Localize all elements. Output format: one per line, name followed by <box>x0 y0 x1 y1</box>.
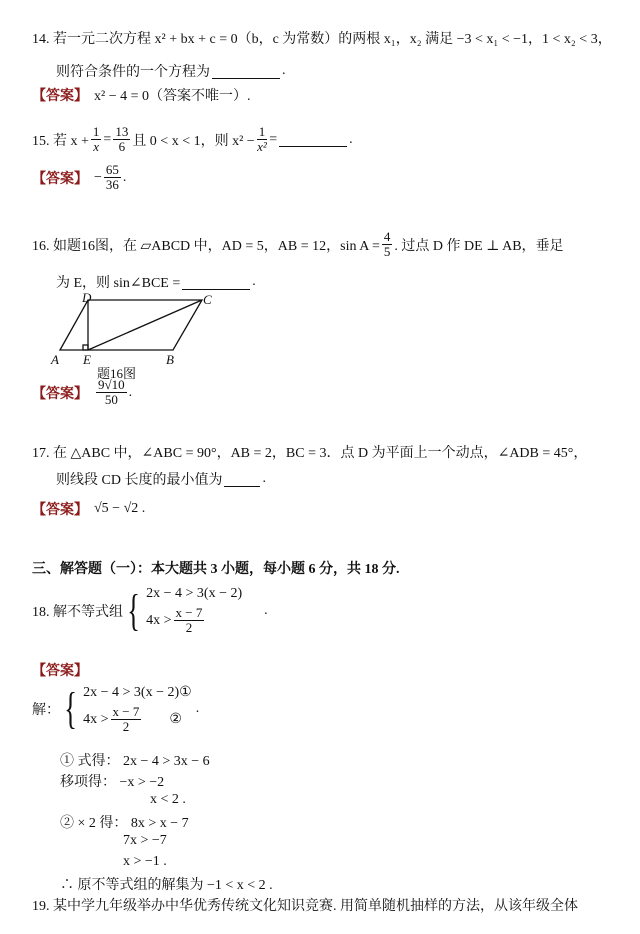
fraction <box>111 705 142 735</box>
q15-line <box>32 125 353 155</box>
lhs: 4x > <box>83 711 109 727</box>
inequality-system <box>83 684 192 735</box>
q16-suffix: . 过点 D 作 DE ⊥ AB，垂足 <box>394 238 564 254</box>
fraction <box>96 378 127 408</box>
q14-text: 则符合条件的一个方程为 <box>56 65 210 80</box>
q17-answer <box>32 499 145 519</box>
label-d: D <box>82 290 92 305</box>
q16-answer <box>32 378 132 408</box>
step: ② × 2 得： 8x > x − 7 <box>60 816 189 831</box>
q14-answer-text: x² − 4 = 0（答案不唯一）. <box>94 89 251 104</box>
q19-line1: 19. 某中学九年级举办中华优秀传统文化知识竞赛. 用简单随机抽样的方法，从该年级全体 <box>32 899 578 914</box>
q14-line1: 14. 若一元二次方程 x² + bx + c = 0（b，c 为常数）的两根 x₁，x₂ 满足 −3 < x₁ < −1，1 < x₂ < 3， <box>32 32 612 47</box>
equals: = <box>103 131 112 147</box>
q16-line1 <box>32 230 564 260</box>
parallelogram-abcd <box>60 300 202 350</box>
answer-blank <box>182 275 250 290</box>
q18-solution-system <box>32 684 199 735</box>
fraction <box>174 606 205 636</box>
numerator: 13 <box>115 124 129 139</box>
q14-line2 <box>56 61 286 81</box>
fraction <box>91 125 102 155</box>
denominator: 36 <box>105 177 119 193</box>
denominator: x <box>93 139 100 155</box>
brace: { <box>127 585 140 635</box>
numerator: x − 7 <box>175 605 203 620</box>
segment-ec <box>88 300 202 350</box>
period: . <box>122 169 127 185</box>
label-e: E <box>83 352 91 367</box>
q14-end: . <box>282 63 286 78</box>
inequality-2 <box>146 606 242 636</box>
q15-end: . <box>349 131 353 147</box>
inequality-1 <box>83 684 192 701</box>
q18-answer-label <box>32 660 94 680</box>
answer-label: 【答案】 <box>32 89 88 104</box>
fraction <box>257 125 268 155</box>
answer-label: 【答案】 <box>32 664 88 679</box>
q16-line2 <box>56 272 256 292</box>
q14-answer <box>32 85 251 105</box>
q16-end: . <box>252 274 256 289</box>
step: 移项得： −x > −2 <box>60 775 165 790</box>
answer-label: 【答案】 <box>32 386 88 402</box>
answer-blank <box>212 64 280 79</box>
lhs: 4x > <box>146 612 172 628</box>
q17-text: 则线段 CD 长度的最小值为 <box>56 473 223 488</box>
q15-answer <box>32 163 126 193</box>
answer-label: 【答案】 <box>32 171 88 187</box>
label-b: B <box>166 352 174 367</box>
brace: { <box>64 684 77 734</box>
expr: 2x − 4 > 3(x − 2) <box>83 684 180 700</box>
denominator: 50 <box>104 392 118 408</box>
solution-prefix: 解： <box>32 703 60 719</box>
q17-end: . <box>262 471 266 486</box>
period: . <box>264 602 268 618</box>
q15-prefix: 15. 若 x + <box>32 133 89 149</box>
right-angle-mark <box>83 345 88 350</box>
fraction <box>104 163 121 193</box>
parallelogram-figure <box>45 290 215 380</box>
circled-1: ① <box>179 685 192 700</box>
fraction <box>113 125 130 155</box>
q17-line2 <box>56 469 266 489</box>
label-c: C <box>203 292 212 307</box>
denominator: 2 <box>185 620 193 636</box>
circled-2: ② <box>169 712 182 728</box>
q18-line <box>32 586 268 636</box>
label-a: A <box>51 352 59 367</box>
inequality-1: 2x − 4 > 3(x − 2) <box>146 586 243 601</box>
step: ∴ 原不等式组的解集为 −1 < x < 2 . <box>60 878 273 893</box>
q16-text: 为 E，则 sin∠BCE = <box>56 276 181 291</box>
inequality-2 <box>83 705 192 735</box>
inequality-system <box>146 586 242 636</box>
step: ① 式得： 2x − 4 > 3x − 6 <box>60 754 210 769</box>
answer-blank <box>224 472 260 487</box>
denominator: 2 <box>122 719 130 735</box>
q17-answer-text: √5 − √2 . <box>94 501 146 516</box>
numerator: 4 <box>383 229 391 244</box>
q16-prefix: 16. 如题16图，在 ▱ABCD 中，AD = 5，AB = 12，sin A = <box>32 238 380 254</box>
answer-blank <box>279 132 347 147</box>
step: 7x > −7 <box>123 833 167 848</box>
numerator: 65 <box>105 162 119 177</box>
q15-mid: 且 0 < x < 1，则 x² − <box>132 133 255 149</box>
denominator: 5 <box>383 244 391 260</box>
period: . <box>128 384 133 400</box>
numerator: 1 <box>258 124 266 139</box>
denominator: 6 <box>118 139 126 155</box>
fraction <box>382 230 393 260</box>
section-heading: 三、解答题（一）：本大题共 3 小题，每小题 6 分，共 18 分. <box>32 562 400 577</box>
numerator: 1 <box>92 124 100 139</box>
step: x > −1 . <box>123 854 167 869</box>
q18-prefix: 18. 解不等式组 <box>32 604 123 620</box>
numerator: x − 7 <box>112 704 140 719</box>
q17-line1: 17. 在 △ABC 中，∠ABC = 90°，AB = 2，BC = 3．点 D 为平面上一个动点，∠ADB = 45°， <box>32 446 588 461</box>
minus: − <box>94 169 102 185</box>
equals: = <box>269 131 278 147</box>
answer-label: 【答案】 <box>32 503 88 518</box>
denominator: x² <box>257 139 267 155</box>
step: x < 2 . <box>150 792 186 807</box>
period: . <box>195 701 200 717</box>
numerator: 9√10 <box>98 377 125 392</box>
figure-caption: 题16图 <box>97 366 137 380</box>
